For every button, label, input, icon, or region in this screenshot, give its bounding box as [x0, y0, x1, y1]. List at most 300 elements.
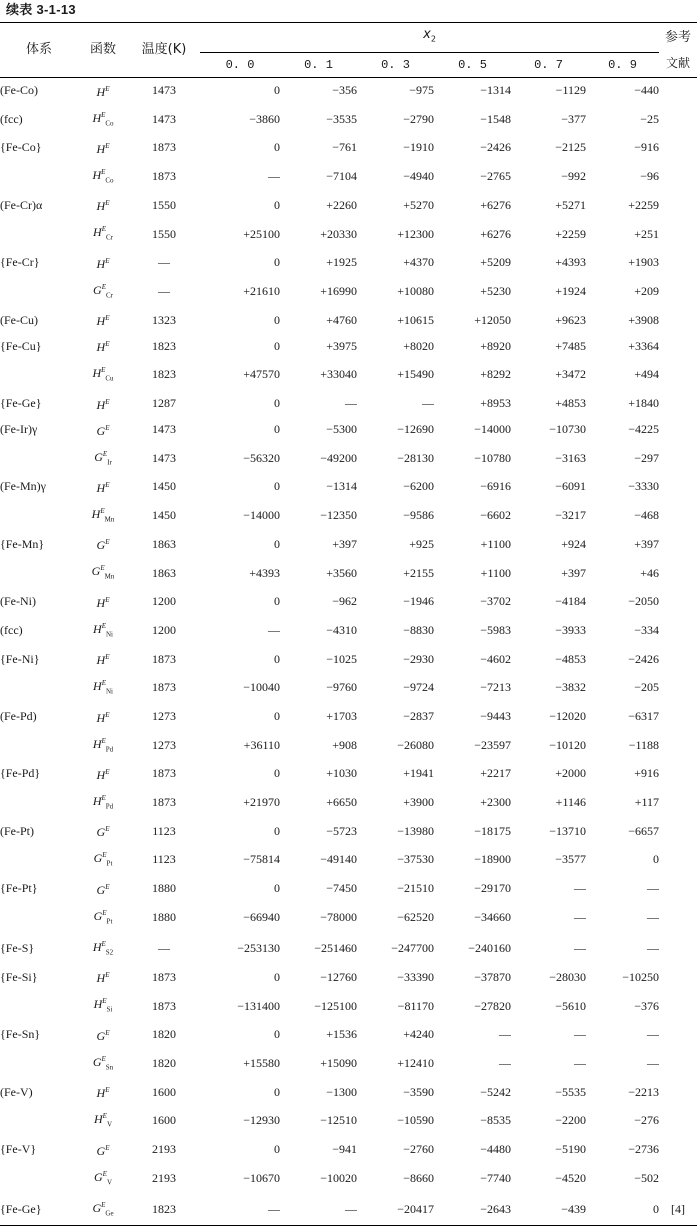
- value-cell: −4602: [480, 651, 511, 666]
- col-header-x-value: 0. 3: [381, 57, 410, 72]
- reference-cell: [659, 1079, 697, 1105]
- function-subscript: Mn: [104, 515, 115, 524]
- function-symbol: H: [96, 971, 106, 986]
- reference-cell: [659, 1137, 697, 1163]
- function-symbol: H: [96, 340, 106, 355]
- temperature-cell: 1873: [152, 140, 176, 155]
- value-cell: —: [647, 881, 660, 896]
- value-cell: +5270: [403, 197, 434, 212]
- value-cell: −8660: [403, 1170, 434, 1185]
- reference-cell: [659, 646, 697, 672]
- reference-cell: [659, 990, 697, 1021]
- value-cell: −3577: [555, 852, 586, 867]
- system-cell: (fcc): [0, 111, 23, 126]
- reference-cell: [659, 933, 697, 964]
- x2-subscript: 2: [430, 34, 436, 44]
- function-superscript: E: [105, 423, 110, 432]
- value-cell: −440: [634, 83, 660, 98]
- value-cell: −2643: [480, 1202, 511, 1217]
- value-cell: −975: [409, 83, 434, 98]
- table-row: [0, 276, 697, 307]
- function-superscript: E: [105, 84, 110, 93]
- value-cell: −6200: [403, 479, 434, 494]
- function-superscript: E: [105, 397, 110, 406]
- value-cell: −251460: [314, 941, 357, 956]
- value-cell: −14000: [243, 508, 280, 523]
- function-symbol: G: [94, 449, 103, 464]
- function-symbol: G: [93, 1169, 103, 1184]
- value-cell: −962: [332, 594, 357, 609]
- function-cell: [78, 161, 128, 192]
- function-cell: [78, 704, 128, 730]
- value-cell: −6657: [628, 823, 660, 838]
- function-superscript: E: [105, 767, 110, 776]
- temperature-cell: 1863: [152, 536, 176, 551]
- value-cell: −10590: [397, 1113, 434, 1128]
- value-cell: +33040: [320, 367, 357, 382]
- function-symbol: H: [92, 793, 102, 808]
- value-cell: −28130: [397, 450, 434, 465]
- system-cell: {Fe-Ge}: [0, 396, 42, 411]
- function-symbol: H: [96, 256, 106, 271]
- value-cell: −761: [332, 140, 357, 155]
- function-cell: [78, 1048, 128, 1079]
- system-cell: (Fe-Pt): [0, 823, 34, 838]
- function-superscript: E: [105, 314, 110, 323]
- function-superscript: E: [101, 736, 106, 745]
- value-cell: −12350: [320, 508, 357, 523]
- reference-cell: [659, 1022, 697, 1048]
- function-cell: [78, 844, 128, 875]
- system-cell: [0, 1163, 78, 1194]
- value-cell: −5190: [555, 1142, 586, 1157]
- function-superscript: E: [101, 793, 106, 802]
- function-superscript: E: [101, 110, 106, 119]
- function-superscript: E: [101, 940, 106, 949]
- value-cell: 0: [274, 536, 280, 551]
- temperature-cell: 1823: [152, 1202, 176, 1217]
- value-cell: +3908: [628, 312, 660, 327]
- table-row: [0, 818, 697, 844]
- table-row: [0, 876, 697, 902]
- value-cell: −2200: [555, 1113, 586, 1128]
- temperature-cell: 1473: [152, 450, 176, 465]
- value-cell: +916: [634, 766, 660, 781]
- function-superscript: E: [105, 340, 110, 349]
- table-row: [0, 1048, 697, 1079]
- value-cell: −6602: [480, 508, 511, 523]
- reference-cell: [659, 672, 697, 703]
- value-cell: −297: [634, 450, 660, 465]
- reference-cell: [659, 443, 697, 474]
- value-cell: +1100: [480, 536, 511, 551]
- value-cell: +4393: [555, 255, 586, 270]
- system-cell: {Fe-S}: [0, 941, 35, 956]
- value-cell: −3832: [555, 680, 586, 695]
- temperature-cell: 1880: [152, 909, 176, 924]
- thermo-data-table: [0, 22, 697, 1226]
- function-symbol: H: [92, 366, 102, 381]
- value-cell: −5723: [326, 823, 357, 838]
- value-cell: +1903: [628, 255, 660, 270]
- function-symbol: H: [96, 653, 106, 668]
- system-cell: (fcc): [0, 622, 23, 637]
- table-row: [0, 557, 697, 588]
- system-cell: {Fe-Ni}: [0, 651, 40, 666]
- reference-cell: [659, 333, 697, 359]
- value-cell: −27820: [474, 998, 511, 1013]
- value-cell: −3590: [403, 1084, 434, 1099]
- table-row: [0, 77, 697, 104]
- function-subscript: S2: [105, 948, 114, 957]
- function-cell: [78, 902, 128, 933]
- function-superscript: E: [100, 564, 105, 573]
- function-subscript: Ir: [107, 457, 112, 466]
- value-cell: +4760: [326, 312, 357, 327]
- value-cell: +7485: [555, 338, 586, 353]
- reference-cell: [659, 818, 697, 844]
- value-cell: −13980: [397, 823, 434, 838]
- reference-cell: [659, 135, 697, 161]
- system-cell: [0, 1048, 78, 1079]
- function-symbol: H: [96, 84, 106, 99]
- function-symbol: H: [92, 736, 102, 751]
- reference-cell: [659, 307, 697, 333]
- temperature-cell: 1873: [152, 651, 176, 666]
- value-cell: −6916: [480, 479, 511, 494]
- function-cell: [78, 818, 128, 844]
- table-row: [0, 391, 697, 417]
- table-row: [0, 615, 697, 646]
- function-subscript: Co: [105, 118, 114, 127]
- value-cell: −205: [634, 680, 660, 695]
- function-superscript: E: [105, 256, 110, 265]
- temperature-cell: 1600: [152, 1084, 176, 1099]
- function-subscript: Co: [105, 176, 114, 185]
- function-superscript: E: [105, 882, 110, 891]
- function-cell: [78, 933, 128, 964]
- temperature-cell: 2193: [152, 1170, 176, 1185]
- value-cell: +117: [634, 795, 660, 810]
- value-cell: +8953: [480, 396, 511, 411]
- value-cell: −78000: [320, 909, 357, 924]
- value-cell: +8020: [403, 338, 434, 353]
- function-superscript: E: [105, 480, 110, 489]
- value-cell: 0: [274, 766, 280, 781]
- temperature-cell: 1873: [152, 795, 176, 810]
- system-cell: (Fe-Cu): [0, 312, 38, 327]
- value-cell: −1314: [480, 83, 511, 98]
- value-cell: +6650: [326, 795, 357, 810]
- value-cell: −10250: [622, 969, 660, 984]
- value-cell: +2000: [555, 766, 586, 781]
- value-cell: —: [647, 1056, 660, 1071]
- function-cell: [78, 557, 128, 588]
- value-cell: −2426: [480, 140, 511, 155]
- col-header-ref-line1: 参考: [665, 29, 692, 45]
- value-cell: −13710: [549, 823, 586, 838]
- value-cell: +1925: [326, 255, 357, 270]
- value-cell: +397: [634, 536, 660, 551]
- value-cell: −9724: [403, 680, 434, 695]
- value-cell: —: [422, 396, 434, 411]
- value-cell: −376: [634, 998, 660, 1013]
- value-cell: +46: [640, 565, 660, 580]
- temperature-cell: 1287: [152, 396, 176, 411]
- reference-cell: [659, 391, 697, 417]
- system-cell: {Fe-Co}: [0, 140, 42, 155]
- temperature-cell: 1873: [152, 998, 176, 1013]
- function-symbol: G: [96, 825, 106, 840]
- function-superscript: E: [105, 595, 110, 604]
- function-cell: [78, 307, 128, 333]
- function-superscript: E: [100, 506, 105, 515]
- system-cell: {Fe-Ge}: [0, 1202, 42, 1217]
- value-cell: 0: [653, 1202, 660, 1217]
- temperature-cell: 1200: [152, 594, 176, 609]
- function-cell: [78, 391, 128, 417]
- value-cell: 0: [653, 852, 660, 867]
- value-cell: −4480: [480, 1142, 511, 1157]
- table-row: [0, 443, 697, 474]
- function-superscript: E: [102, 449, 108, 458]
- reference-cell: [659, 77, 697, 104]
- function-cell: [78, 646, 128, 672]
- function-superscript: E: [105, 199, 110, 208]
- value-cell: +908: [332, 737, 357, 752]
- temperature-cell: 1873: [152, 969, 176, 984]
- value-cell: +10615: [397, 312, 434, 327]
- reference-cell: [659, 730, 697, 761]
- value-cell: −941: [332, 1142, 357, 1157]
- function-subscript: Ni: [105, 630, 113, 639]
- reference-cell: [659, 1105, 697, 1136]
- function-symbol: G: [96, 423, 106, 438]
- value-cell: +3900: [403, 795, 434, 810]
- function-symbol: H: [93, 679, 102, 694]
- function-symbol: H: [96, 480, 106, 495]
- temperature-cell: 2193: [152, 1142, 176, 1157]
- function-cell: [78, 964, 128, 990]
- function-superscript: E: [105, 653, 110, 662]
- value-cell: −8830: [403, 622, 434, 637]
- function-cell: [78, 876, 128, 902]
- function-superscript: E: [102, 1169, 107, 1178]
- reference-cell: [659, 557, 697, 588]
- value-cell: −1188: [628, 737, 660, 752]
- value-cell: +15490: [397, 367, 434, 382]
- system-cell: {Fe-Si}: [0, 969, 38, 984]
- function-cell: [78, 1105, 128, 1136]
- value-cell: −3933: [555, 622, 586, 637]
- value-cell: −28030: [549, 969, 586, 984]
- value-cell: 0: [274, 83, 280, 98]
- value-cell: −62520: [397, 909, 434, 924]
- value-cell: −49200: [320, 450, 357, 465]
- value-cell: —: [647, 909, 660, 924]
- function-subscript: Pt: [106, 859, 113, 868]
- value-cell: 0: [274, 1027, 280, 1042]
- value-cell: +15090: [320, 1056, 357, 1071]
- table-row: [0, 1079, 697, 1105]
- value-cell: −81170: [397, 998, 434, 1013]
- value-cell: 0: [274, 140, 280, 155]
- function-cell: [78, 443, 128, 474]
- table-row: [0, 704, 697, 730]
- function-superscript: E: [102, 1112, 107, 1121]
- value-cell: —: [574, 941, 586, 956]
- value-cell: 0: [274, 422, 280, 437]
- value-cell: −2736: [628, 1142, 660, 1157]
- function-subscript: Si: [106, 1005, 113, 1014]
- function-superscript: E: [105, 1028, 110, 1037]
- function-cell: [78, 359, 128, 390]
- value-cell: −14000: [474, 422, 511, 437]
- value-cell: 0: [274, 255, 280, 270]
- value-cell: —: [268, 622, 280, 637]
- value-cell: −2765: [480, 169, 511, 184]
- value-cell: −7213: [480, 680, 511, 695]
- value-cell: −26080: [397, 737, 434, 752]
- value-cell: −10020: [320, 1170, 357, 1185]
- function-cell: [78, 761, 128, 787]
- value-cell: +209: [634, 283, 660, 298]
- value-cell: −5300: [326, 422, 357, 437]
- function-superscript: E: [105, 1086, 110, 1095]
- system-cell: (Fe-Ir)γ: [0, 422, 38, 437]
- function-subscript: Cu: [105, 374, 114, 383]
- temperature-cell: 1200: [152, 622, 176, 637]
- value-cell: +3560: [326, 565, 357, 580]
- function-subscript: Pd: [105, 744, 114, 753]
- value-cell: −4520: [555, 1170, 586, 1185]
- table-caption: 续表 3-1-13: [6, 2, 76, 17]
- value-cell: −9443: [480, 709, 511, 723]
- system-cell: [0, 359, 78, 390]
- temperature-cell: 1820: [152, 1027, 176, 1042]
- reference-cell: [659, 218, 697, 249]
- temperature-cell: —: [158, 255, 170, 270]
- value-cell: −12510: [320, 1113, 357, 1128]
- system-cell: [0, 218, 78, 249]
- reference-cell: [659, 359, 697, 390]
- function-cell: [78, 1079, 128, 1105]
- value-cell: −2125: [555, 140, 586, 155]
- col-header-x-value: 0. 7: [534, 57, 563, 72]
- function-symbol: H: [93, 1112, 103, 1127]
- value-cell: 0: [274, 396, 280, 411]
- function-cell: [78, 417, 128, 443]
- system-cell: {Fe-Mn}: [0, 536, 45, 551]
- function-symbol: G: [92, 1201, 102, 1216]
- value-cell: +2259: [555, 226, 586, 241]
- value-cell: −1300: [326, 1084, 357, 1099]
- reference-cell: [4]: [671, 1202, 686, 1217]
- value-cell: +2259: [628, 197, 660, 212]
- value-cell: —: [345, 1202, 357, 1217]
- value-cell: −10780: [474, 450, 511, 465]
- value-cell: −247700: [391, 941, 434, 956]
- value-cell: −12930: [243, 1113, 280, 1128]
- value-cell: 0: [274, 1084, 280, 1099]
- value-cell: −18900: [474, 852, 511, 867]
- function-cell: [78, 104, 128, 135]
- value-cell: −5535: [555, 1084, 586, 1099]
- reference-cell: [659, 474, 697, 500]
- system-cell: [0, 844, 78, 875]
- value-cell: −2760: [403, 1142, 434, 1157]
- table-row: [0, 1105, 697, 1136]
- reference-cell: [659, 876, 697, 902]
- value-cell: −37530: [397, 852, 434, 867]
- col-header-ref-line2: 文献: [666, 57, 691, 72]
- function-superscript: E: [102, 997, 107, 1006]
- value-cell: −34660: [474, 909, 511, 924]
- temperature-cell: 1820: [152, 1056, 176, 1071]
- value-cell: +15580: [243, 1056, 280, 1071]
- function-cell: [78, 1163, 128, 1194]
- value-cell: +2300: [480, 795, 511, 810]
- value-cell: —: [574, 1056, 586, 1071]
- temperature-cell: 1273: [152, 737, 176, 752]
- value-cell: +16990: [320, 283, 357, 298]
- value-cell: −131400: [237, 998, 280, 1013]
- function-cell: [78, 615, 128, 646]
- system-cell: [0, 672, 78, 703]
- value-cell: −1129: [555, 83, 586, 98]
- temperature-cell: 1323: [152, 312, 176, 327]
- table-row: [0, 250, 697, 276]
- function-superscript: E: [105, 1143, 110, 1152]
- value-cell: +3472: [555, 367, 586, 382]
- value-cell: −4225: [628, 422, 660, 437]
- table-row: [0, 531, 697, 557]
- value-cell: −10040: [243, 680, 280, 695]
- value-cell: −3860: [249, 111, 280, 126]
- system-cell: {Fe-Cu}: [0, 338, 42, 353]
- system-cell: [0, 990, 78, 1021]
- value-cell: −240160: [468, 941, 511, 956]
- table-row: [0, 589, 697, 615]
- temperature-cell: 1823: [152, 367, 176, 382]
- value-cell: −75814: [243, 852, 280, 867]
- reference-cell: [659, 531, 697, 557]
- system-cell: {Fe-Sn}: [0, 1027, 41, 1042]
- value-cell: −356: [332, 83, 357, 98]
- function-cell: [78, 135, 128, 161]
- function-cell: [78, 218, 128, 249]
- temperature-cell: 1600: [152, 1113, 176, 1128]
- col-header-x-value: 0. 9: [608, 57, 637, 72]
- reference-cell: [659, 1163, 697, 1194]
- function-superscript: E: [101, 621, 106, 630]
- function-subscript: Pd: [105, 802, 114, 811]
- reference-cell: [659, 787, 697, 818]
- table-row: [0, 844, 697, 875]
- value-cell: −20417: [397, 1202, 434, 1217]
- system-cell: (Fe-Cr)α: [0, 197, 43, 212]
- value-cell: −3535: [326, 111, 357, 126]
- value-cell: −6091: [555, 479, 586, 494]
- value-cell: −3702: [480, 594, 511, 609]
- value-cell: +251: [634, 226, 660, 241]
- value-cell: −1025: [326, 651, 357, 666]
- function-cell: [78, 730, 128, 761]
- value-cell: −9760: [326, 680, 357, 695]
- system-cell: (Fe-Mn)γ: [0, 479, 46, 494]
- function-superscript: E: [101, 679, 106, 688]
- value-cell: −377: [561, 111, 586, 126]
